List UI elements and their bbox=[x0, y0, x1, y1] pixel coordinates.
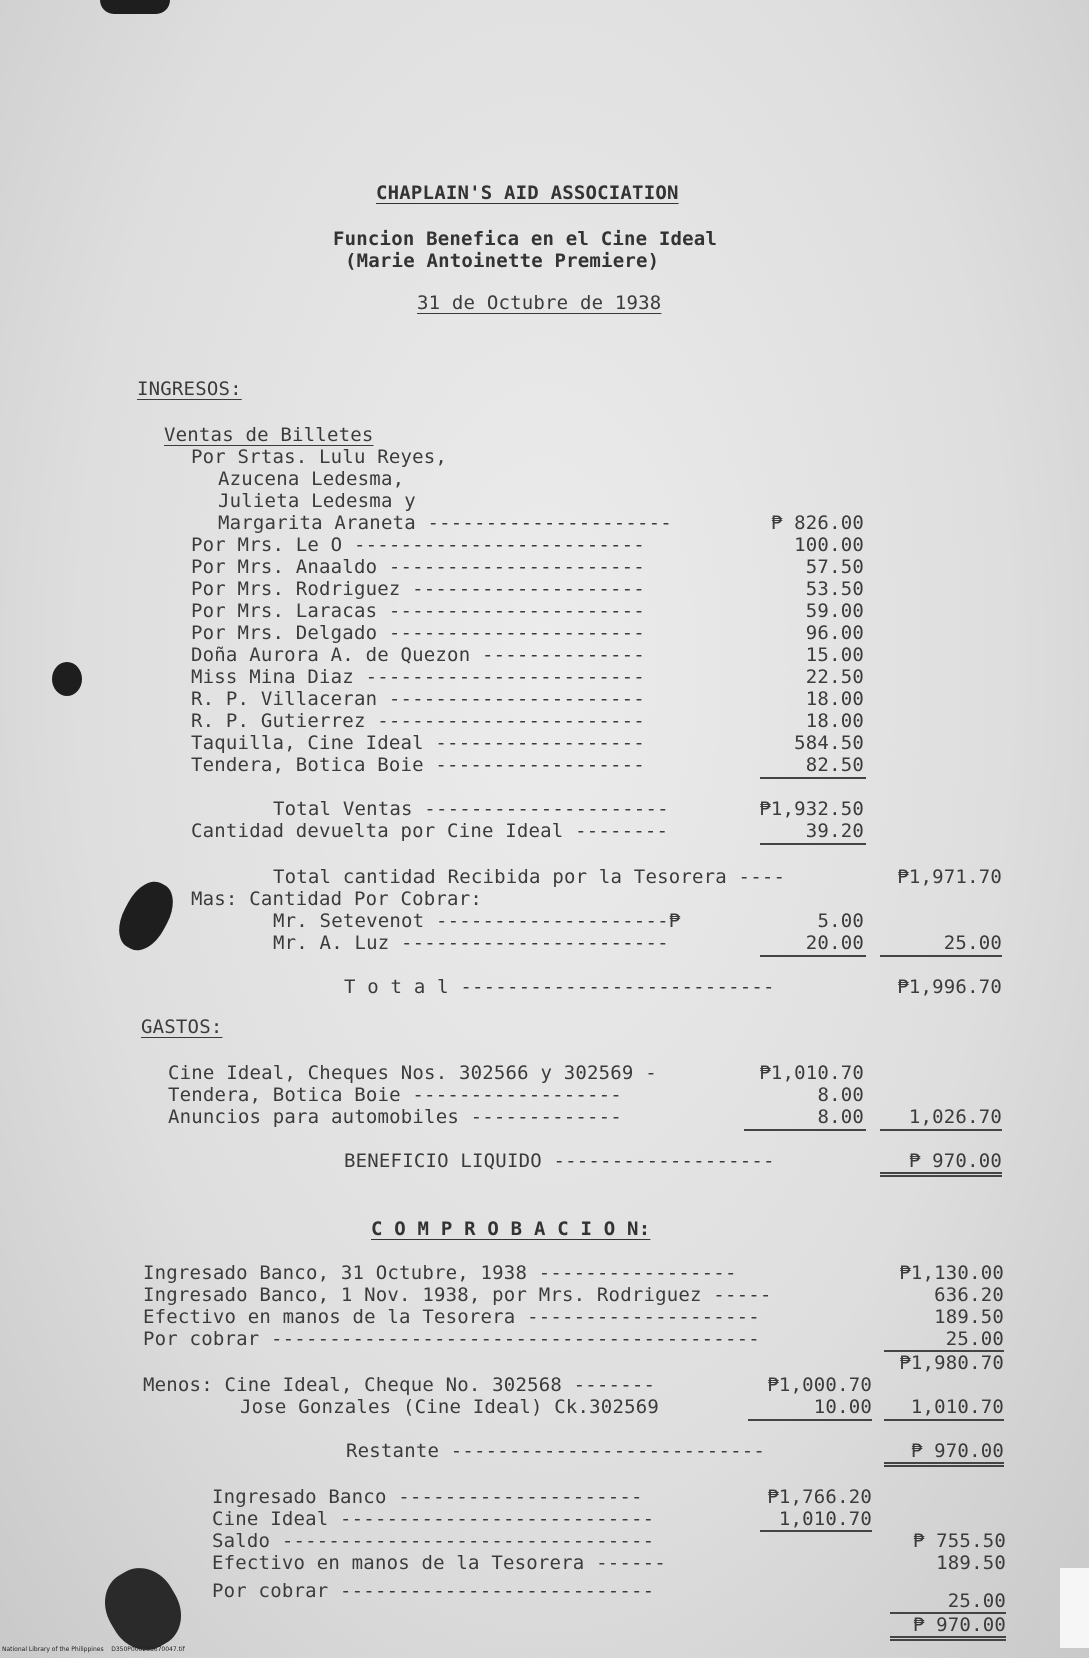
sale-item-label: Miss Mina Diaz ------------------------ bbox=[191, 666, 645, 688]
association-title: CHAPLAIN'S AID ASSOCIATION bbox=[376, 182, 679, 204]
sale-item-label: Doña Aurora A. de Quezon -------------- bbox=[191, 644, 645, 666]
cobrar-item-label: Mr. Setevenot --------------------₱ bbox=[273, 910, 681, 932]
sale-item-amount: 82.50 bbox=[805, 754, 864, 776]
sum-rule bbox=[760, 843, 866, 845]
sale-item-amount: 57.50 bbox=[805, 556, 864, 578]
beneficio-amount: ₱ 970.00 bbox=[908, 1150, 1002, 1172]
porcobrar-label: Por cobrar --------------------------- bbox=[212, 1580, 655, 1602]
sale-item-label: Tendera, Botica Boie ------------------ bbox=[191, 754, 645, 776]
paper-corner bbox=[1060, 1568, 1089, 1648]
intro-line: Azucena Ledesma, bbox=[218, 468, 405, 490]
double-rule bbox=[884, 1462, 1004, 1467]
sale-item-amount: 18.00 bbox=[805, 710, 864, 732]
sale-item-amount: 584.50 bbox=[794, 732, 864, 754]
gastos-heading: GASTOS: bbox=[141, 1016, 223, 1038]
total-ventas-label: Total Ventas --------------------- bbox=[273, 798, 669, 820]
mas-label: Mas: Cantidad Por Cobrar: bbox=[191, 888, 482, 910]
total-amount: ₱1,996.70 bbox=[897, 976, 1002, 998]
menos2-label: Jose Gonzales (Cine Ideal) Ck.302569 bbox=[240, 1396, 660, 1418]
comprob-subtotal: ₱1,980.70 bbox=[899, 1352, 1004, 1374]
comprobacion-heading: C O M P R O B A C I O N: bbox=[371, 1218, 651, 1240]
event-subtitle: (Marie Antoinette Premiere) bbox=[345, 250, 660, 272]
gasto-item-amount: 8.00 bbox=[817, 1106, 864, 1128]
sale-item-label: Taquilla, Cine Ideal ------------------ bbox=[191, 732, 645, 754]
sum-rule bbox=[760, 1530, 872, 1532]
gastos-total: 1,026.70 bbox=[908, 1106, 1002, 1128]
sum-rule bbox=[760, 955, 866, 957]
ink-blot bbox=[110, 874, 183, 958]
comprob-item-label: Por cobrar ------------------------------------------ bbox=[143, 1328, 760, 1350]
sale-item-amount: 22.50 bbox=[805, 666, 864, 688]
sum-rule bbox=[884, 1419, 1004, 1421]
menos-amount: ₱1,000.70 bbox=[767, 1374, 872, 1396]
intro-line: Julieta Ledesma y bbox=[218, 490, 416, 512]
final-amount: ₱ 970.00 bbox=[912, 1614, 1006, 1636]
sale-item-amount: ₱ 826.00 bbox=[770, 512, 864, 534]
sale-item-label: Por Mrs. Anaaldo ---------------------- bbox=[191, 556, 645, 578]
recibida-amount: ₱1,971.70 bbox=[897, 866, 1002, 888]
double-rule bbox=[880, 1172, 1002, 1177]
cobrar-item-label: Mr. A. Luz ----------------------- bbox=[273, 932, 669, 954]
ventas-subheading: Ventas de Billetes bbox=[164, 424, 374, 446]
comprob-item-amount: 636.20 bbox=[934, 1284, 1004, 1306]
sale-item-label: R. P. Villaceran ---------------------- bbox=[191, 688, 645, 710]
menos-label: Menos: Cine Ideal, Cheque No. 302568 ------- bbox=[143, 1374, 656, 1396]
ink-blot bbox=[100, 0, 170, 14]
restante-amount: ₱ 970.00 bbox=[910, 1440, 1004, 1462]
sale-item-amount: 15.00 bbox=[805, 644, 864, 666]
sale-item-amount: 100.00 bbox=[794, 534, 864, 556]
sale-item-label: Por Mrs. Rodriguez -------------------- bbox=[191, 578, 645, 600]
sale-item-label: Por Mrs. Laracas ---------------------- bbox=[191, 600, 645, 622]
comprob-item-amount: ₱1,130.00 bbox=[899, 1262, 1004, 1284]
total-ventas-amount: ₱1,932.50 bbox=[759, 798, 864, 820]
sale-item-label: R. P. Gutierrez ----------------------- bbox=[191, 710, 645, 732]
sale-item-amount: 53.50 bbox=[805, 578, 864, 600]
efectivo-amount: 189.50 bbox=[936, 1552, 1006, 1574]
sum-rule bbox=[760, 777, 866, 779]
gasto-item-label: Cine Ideal, Cheques Nos. 302566 y 302569 - bbox=[168, 1062, 657, 1084]
comprob-item-label: Ingresado Banco, 1 Nov. 1938, por Mrs. Rodriguez ----- bbox=[143, 1284, 772, 1306]
menos-total: 1,010.70 bbox=[910, 1396, 1004, 1418]
ink-blot bbox=[52, 662, 82, 696]
document-date: 31 de Octubre de 1938 bbox=[417, 292, 662, 314]
double-rule bbox=[890, 1636, 1006, 1641]
sum-rule bbox=[880, 955, 1002, 957]
sale-item-amount: 18.00 bbox=[805, 688, 864, 710]
sale-item-amount: 96.00 bbox=[805, 622, 864, 644]
sum-rule bbox=[744, 1129, 866, 1131]
sale-item-label: Por Mrs. Delgado ---------------------- bbox=[191, 622, 645, 644]
cobrar-total: 25.00 bbox=[943, 932, 1002, 954]
intro-line: Por Srtas. Lulu Reyes, bbox=[191, 446, 448, 468]
gasto-item-label: Tendera, Botica Boie ------------------ bbox=[168, 1084, 622, 1106]
sale-item-label: Margarita Araneta --------------------- bbox=[218, 512, 672, 534]
comprob-item-label: Ingresado Banco, 31 Octubre, 1938 ----------------- bbox=[143, 1262, 737, 1284]
comprob-item-amount: 189.50 bbox=[934, 1306, 1004, 1328]
menos2-amount: 10.00 bbox=[813, 1396, 872, 1418]
sale-item-label: Por Mrs. Le O ------------------------- bbox=[191, 534, 645, 556]
cine-label: Cine Ideal --------------------------- bbox=[212, 1508, 655, 1530]
ink-blot bbox=[92, 1556, 194, 1658]
saldo-amount: ₱ 755.50 bbox=[912, 1530, 1006, 1552]
archive-footer: National Library of the Philippines D350P000288670047.tif bbox=[2, 1646, 185, 1653]
devuelta-label: Cantidad devuelta por Cine Ideal -------- bbox=[191, 820, 669, 842]
comprob-item-label: Efectivo en manos de la Tesorera -------------------- bbox=[143, 1306, 760, 1328]
sale-item-amount: 59.00 bbox=[805, 600, 864, 622]
gasto-item-amount: 8.00 bbox=[817, 1084, 864, 1106]
cine-amount: 1,010.70 bbox=[778, 1508, 872, 1530]
ingresos-heading: INGRESOS: bbox=[137, 378, 242, 400]
total-label: T o t a l --------------------------- bbox=[344, 976, 775, 998]
sum-rule bbox=[880, 1129, 1002, 1131]
cobrar-item-amount: 5.00 bbox=[817, 910, 864, 932]
cobrar-item-amount: 20.00 bbox=[805, 932, 864, 954]
comprob-item-amount: 25.00 bbox=[945, 1328, 1004, 1350]
banco-label: Ingresado Banco --------------------- bbox=[212, 1486, 643, 1508]
gasto-item-label: Anuncios para automobiles ------------- bbox=[168, 1106, 622, 1128]
saldo-label: Saldo -------------------------------- bbox=[212, 1530, 655, 1552]
event-title: Funcion Benefica en el Cine Ideal bbox=[333, 228, 718, 250]
recibida-label: Total cantidad Recibida por la Tesorera ---- bbox=[273, 866, 786, 888]
porcobrar-amount: 25.00 bbox=[947, 1590, 1006, 1612]
devuelta-amount: 39.20 bbox=[805, 820, 864, 842]
gasto-item-amount: ₱1,010.70 bbox=[759, 1062, 864, 1084]
banco-amount: ₱1,766.20 bbox=[767, 1486, 872, 1508]
restante-label: Restante --------------------------- bbox=[346, 1440, 766, 1462]
sum-rule bbox=[748, 1419, 872, 1421]
efectivo-label: Efectivo en manos de la Tesorera ------ bbox=[212, 1552, 666, 1574]
beneficio-label: BENEFICIO LIQUIDO ------------------- bbox=[344, 1150, 775, 1172]
